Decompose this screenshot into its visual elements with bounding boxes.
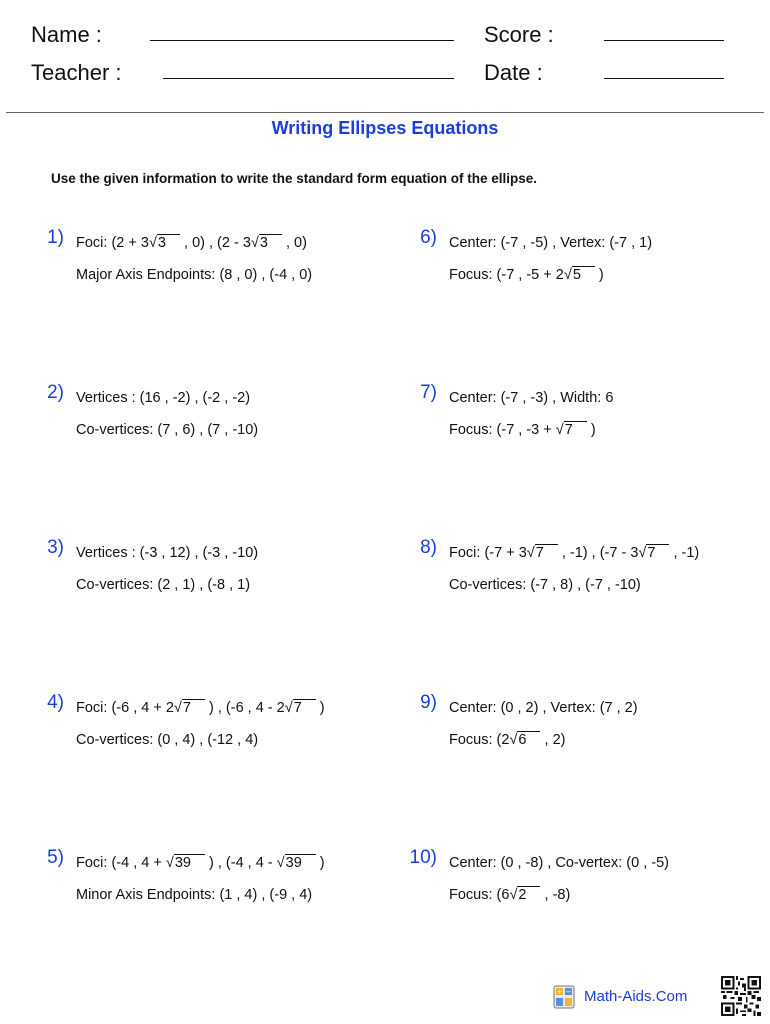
problem-line [449, 265, 770, 297]
text-fragment: , -8) [540, 887, 571, 903]
text-fragment: ) , (-4 , 4 - [204, 855, 277, 871]
problem-line [449, 885, 770, 917]
problem-number: 10) [409, 847, 437, 868]
radical-sign: √ [250, 235, 259, 251]
problem-number: 4) [47, 692, 64, 713]
problem-line [76, 543, 406, 575]
problem-line [76, 730, 406, 762]
problem-5 [47, 847, 406, 917]
radical-sign: √ [509, 887, 518, 903]
radical-sign: √ [526, 545, 535, 561]
radicand: 39 [174, 854, 205, 871]
problem-line [449, 233, 770, 265]
text-fragment: ) , (-6 , 4 - 2 [204, 700, 285, 716]
text-fragment: Vertices : (16 , -2) , (-2 , -2) [76, 390, 251, 406]
text-fragment: Focus: (6 [449, 887, 510, 903]
text-fragment: Minor Axis Endpoints: (1 , 4) , (-9 , 4) [76, 887, 313, 903]
problem-number: 7) [420, 382, 437, 403]
text-fragment: Major Axis Endpoints: (8 , 0) , (-4 , 0) [76, 267, 313, 283]
radicand: 7 [293, 699, 316, 716]
problem-number: 9) [420, 692, 437, 713]
problem-3 [47, 537, 406, 607]
text-fragment: Co-vertices: (-7 , 8) , (-7 , -10) [449, 577, 641, 593]
problem-line [76, 388, 406, 420]
date-label: Date : [484, 60, 543, 85]
radical-sign: √ [284, 700, 293, 716]
problem-line [76, 265, 406, 297]
problem-line [449, 698, 770, 730]
problem-number: 8) [420, 537, 437, 558]
name-field[interactable] [150, 40, 454, 41]
text-fragment: Co-vertices: (2 , 1) , (-8 , 1) [76, 577, 251, 593]
text-fragment: ) [594, 267, 604, 283]
radical-sign: √ [276, 855, 285, 871]
text-fragment: ) [315, 855, 325, 871]
radicand: 3 [259, 234, 282, 251]
text-fragment: ) [586, 422, 596, 438]
text-fragment: Focus: (2 [449, 732, 510, 748]
radical-sign: √ [563, 267, 572, 283]
square-root [285, 698, 316, 718]
radicand: 5 [572, 266, 595, 283]
text-fragment: Center: (-7 , -3) , Width: 6 [449, 390, 614, 406]
square-root [527, 543, 558, 563]
square-root [251, 233, 282, 253]
problem-line [449, 730, 770, 762]
problem-number: 1) [47, 227, 64, 248]
problem-line [76, 853, 406, 885]
problem-line [76, 233, 406, 265]
square-root [638, 543, 669, 563]
svg-text:+: + [556, 988, 563, 996]
score-field[interactable] [604, 40, 724, 41]
teacher-label: Teacher : [31, 60, 122, 85]
problem-6 [420, 227, 770, 297]
square-root [509, 730, 540, 750]
worksheet-title: Writing Ellipses Equations [271, 118, 499, 138]
radicand: 7 [182, 699, 205, 716]
text-fragment: Center: (-7 , -5) , Vertex: (-7 , 1) [449, 235, 653, 251]
text-fragment: ) [315, 700, 325, 716]
radical-sign: √ [638, 545, 647, 561]
text-fragment: , 2) [540, 732, 566, 748]
problem-9 [420, 692, 770, 762]
radical-sign: √ [555, 422, 564, 438]
name-label: Name : [31, 22, 102, 47]
problem-10 [409, 847, 770, 917]
text-fragment: , -1) , (-7 - 3 [557, 545, 639, 561]
radicand: 6 [517, 731, 540, 748]
square-root [149, 233, 180, 253]
radicand: 2 [517, 886, 540, 903]
square-root [564, 265, 595, 285]
problem-number: 6) [420, 227, 437, 248]
square-root [166, 853, 205, 873]
text-fragment: Focus: (-7 , -3 + [449, 422, 556, 438]
problem-number: 5) [47, 847, 64, 868]
problem-number: 3) [47, 537, 64, 558]
site-link[interactable]: Math-Aids.Com [584, 988, 688, 1005]
square-root [556, 420, 587, 440]
problem-7 [420, 382, 770, 452]
radicand: 3 [157, 234, 180, 251]
text-fragment: Foci: (-7 + 3 [449, 545, 527, 561]
text-fragment: Vertices : (-3 , 12) , (-3 , -10) [76, 545, 259, 561]
text-fragment: Co-vertices: (7 , 6) , (7 , -10) [76, 422, 259, 438]
problem-line [449, 853, 770, 885]
text-fragment: Center: (0 , -8) , Co-vertex: (0 , -5) [449, 855, 669, 871]
radicand: 7 [535, 544, 558, 561]
radicand: 39 [285, 854, 316, 871]
problem-line [449, 420, 770, 452]
text-fragment: Co-vertices: (0 , 4) , (-12 , 4) [76, 732, 259, 748]
teacher-field[interactable] [163, 78, 454, 79]
score-label: Score : [484, 22, 554, 47]
problem-number: 2) [47, 382, 64, 403]
problem-2 [47, 382, 406, 452]
text-fragment: Foci: (-6 , 4 + 2 [76, 700, 174, 716]
header-divider [6, 112, 764, 113]
svg-text:−: − [565, 988, 572, 996]
text-fragment: Foci: (-4 , 4 + [76, 855, 166, 871]
problem-line [76, 698, 406, 730]
problem-line [449, 388, 770, 420]
text-fragment: Focus: (-7 , -5 + 2 [449, 267, 564, 283]
text-fragment: , 0) , (2 - 3 [179, 235, 251, 251]
problem-line [76, 420, 406, 452]
text-fragment: Foci: (2 + 3 [76, 235, 149, 251]
text-fragment: , 0) [281, 235, 307, 251]
problem-line [449, 575, 770, 607]
qr-code-icon [721, 976, 761, 1016]
instructions: Use the given information to write the standard form equation of the ellipse. [51, 171, 538, 186]
problem-4 [47, 692, 406, 762]
text-fragment: , -1) [669, 545, 700, 561]
square-root [277, 853, 316, 873]
radical-sign: √ [173, 700, 182, 716]
problem-line [76, 575, 406, 607]
square-root [174, 698, 205, 718]
radicand: 7 [646, 544, 669, 561]
problem-line [449, 543, 770, 575]
radical-sign: √ [509, 732, 518, 748]
radicand: 7 [564, 421, 587, 438]
calculator-icon [553, 985, 575, 1009]
text-fragment: Center: (0 , 2) , Vertex: (7 , 2) [449, 700, 638, 716]
problem-line [76, 885, 406, 917]
problem-8 [420, 537, 770, 607]
radical-sign: √ [165, 855, 174, 871]
problem-1 [47, 227, 406, 297]
date-field[interactable] [604, 78, 724, 79]
square-root [509, 885, 540, 905]
radical-sign: √ [148, 235, 157, 251]
